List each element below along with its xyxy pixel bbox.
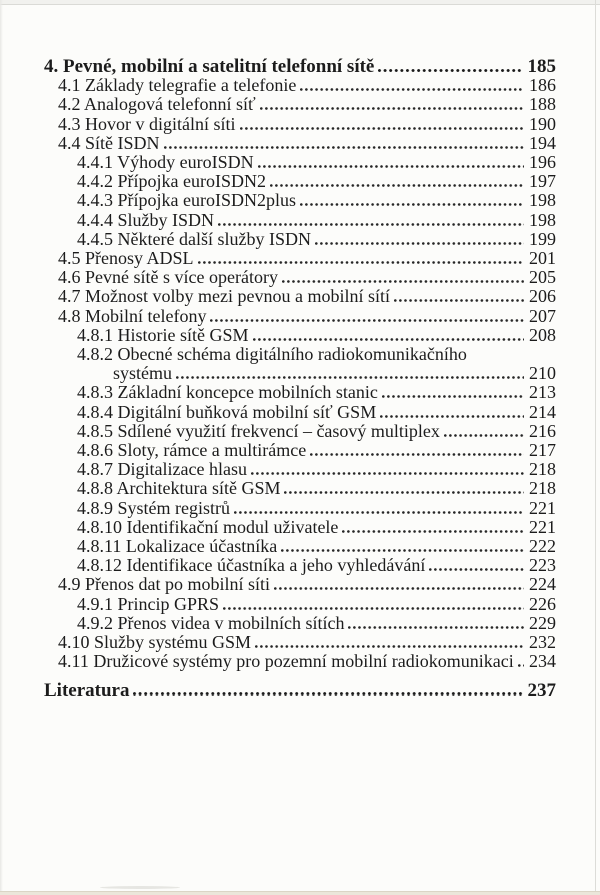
dot-leader [348,626,524,629]
scan-edge-top [0,0,600,5]
toc-page-number: 232 [529,632,556,653]
dot-leader [240,127,525,130]
dot-leader [378,69,522,72]
toc-page-number: 229 [529,612,556,633]
toc-entry [0,681,556,700]
toc-page-number: 237 [527,679,556,701]
toc-page-number: 205 [529,267,556,288]
table-of-contents [0,57,556,700]
toc-entry-label: 4.9 Přenos dat po mobilní síti [58,574,271,595]
toc-page-number: 198 [529,209,556,230]
toc-entry [0,134,556,153]
toc-page-number: 198 [529,190,556,211]
toc-entry-label: 4.8.8 Architektura sítě GSM [77,478,281,499]
toc-entry-label: 4.6 Pevné sítě s více operátory [58,267,278,288]
toc-page-number: 218 [529,459,556,480]
toc-entry [0,57,556,76]
dot-leader [300,203,524,206]
dot-leader [210,319,524,322]
scan-smudge [100,886,180,889]
toc-entry [0,479,556,498]
dot-leader [133,692,522,695]
toc-entry-label: 4.11 Družicové systémy pro pozemní mobilní radiokomunikaci [58,651,514,672]
dot-leader [258,165,524,168]
toc-entry-label: 4.8.7 Digitalizace hlasu [77,459,247,480]
toc-page-number: 201 [529,248,556,269]
toc-entry [0,403,556,422]
toc-page-number: 190 [529,113,556,134]
toc-entry-label: 4.10 Služby systému GSM [58,632,252,653]
toc-entry [0,595,556,614]
toc-entry [0,95,556,114]
toc-page-number: 213 [529,382,556,403]
toc-entry [0,556,556,575]
toc-entry [0,499,556,518]
toc-entry [0,211,556,230]
toc-entry [0,575,556,594]
toc-entry [0,268,556,287]
dot-leader [218,223,524,226]
toc-page-number: 221 [529,497,556,518]
toc-entry [0,345,556,364]
toc-entry-label: systému [113,363,173,384]
toc-page-number: 210 [529,363,556,384]
toc-entry-label: 4.4.3 Přípojka euroISDN2plus [77,190,296,211]
toc-page-number: 214 [529,401,556,422]
dot-leader [164,146,524,149]
toc-entry-label: 4.8.11 Lokalizace účastníka [77,536,278,557]
toc-page-number: 223 [529,555,556,576]
dot-leader [281,549,524,552]
dot-leader [284,491,524,494]
toc-entry [0,326,556,345]
dot-leader [260,107,524,110]
toc-entry-label: 4.4.2 Přípojka euroISDN2 [77,171,266,192]
dot-leader [270,184,524,187]
dot-leader [342,530,524,533]
toc-page-number: 188 [529,94,556,115]
toc-page-number: 218 [529,478,556,499]
toc-entry-label: 4.7 Možnost volby mezi pevnou a mobilní sítí [58,286,390,307]
toc-page-number: 224 [529,574,556,595]
toc-entry-label: 4.9.2 Přenos videa v mobilních sítích [77,612,345,633]
toc-entry [0,191,556,210]
dot-leader [310,453,524,456]
toc-entry [0,115,556,134]
dot-leader [429,568,524,571]
toc-entry [0,383,556,402]
toc-entry-label: 4.8.5 Sdílené využití frekvencí – časový multiplex [77,420,440,441]
toc-page-number: 221 [529,516,556,537]
toc-page-number: 226 [529,593,556,614]
toc-page-number: 234 [529,651,556,672]
toc-entry-label: 4.4.4 Služby ISDN [77,209,215,230]
toc-entry [0,364,556,383]
toc-page-number: 197 [529,171,556,192]
dot-leader [234,511,524,514]
toc-entry-label: 4.2 Analogová telefonní síť [58,94,256,115]
toc-page-number: 207 [529,305,556,326]
toc-entry-label: 4.8.6 Sloty, rámce a multirámce [77,440,307,461]
dot-leader [198,261,524,264]
scan-edge-right [595,0,596,895]
toc-entry [0,537,556,556]
dot-leader [444,434,524,437]
toc-entry [0,172,556,191]
toc-entry [0,153,556,172]
dot-leader [518,664,524,667]
dot-leader [251,472,524,475]
toc-page-number: 185 [527,56,556,77]
dot-leader [274,587,524,590]
toc-entry-label: 4.4 Sítě ISDN [58,132,160,153]
toc-entry-label: 4.8.1 Historie sítě GSM [77,324,249,345]
toc-page-number: 216 [529,420,556,441]
toc-entry-label: 4.8.10 Identifikační modul uživatele [77,516,339,537]
toc-entry-label: 4.8 Mobilní telefony [58,305,207,326]
toc-entry-label: 4.1 Základy telegrafie a telefonie [58,75,297,96]
toc-page-number: 186 [529,75,556,96]
toc-entry [0,460,556,479]
toc-entry-label: 4.8.3 Základní koncepce mobilních stanic [77,382,378,403]
toc-entry [0,287,556,306]
dot-leader [253,338,524,341]
toc-entry-label: 4.8.2 Obecné schéma digitálního radiokomunikačního [77,344,467,365]
dot-leader [300,88,524,91]
toc-entry [0,249,556,268]
toc-entry-label: Literatura [44,679,130,701]
dot-leader [394,299,524,302]
dot-leader [315,242,524,245]
toc-entry [0,633,556,652]
toc-entry-label: 4.9.1 Princip GPRS [77,593,220,614]
toc-entry-label: 4.3 Hovor v digitální síti [58,113,236,134]
toc-entry-label: 4.8.4 Digitální buňková mobilní síť GSM [77,401,377,422]
toc-page-number: 196 [529,152,556,173]
dot-leader [255,645,524,648]
toc-entry-label: 4.8.9 Systém registrů [77,497,230,518]
toc-entry [0,441,556,460]
toc-entry [0,518,556,537]
dot-leader [282,280,524,283]
toc-entry [0,76,556,95]
toc-page-number: 199 [529,228,556,249]
toc-entry-label: 4. Pevné, mobilní a satelitní telefonní sítě [44,56,375,77]
dot-leader [380,415,524,418]
toc-entry-label: 4.4.1 Výhody euroISDN [77,152,254,173]
toc-page-number: 208 [529,324,556,345]
toc-page-number: 206 [529,286,556,307]
dot-leader [176,376,524,379]
toc-entry [0,307,556,326]
scan-edge-bottom [0,891,600,895]
toc-entry [0,614,556,633]
toc-entry [0,422,556,441]
toc-entry-label: 4.5 Přenosy ADSL [58,248,194,269]
toc-entry [0,652,556,671]
dot-leader [223,607,524,610]
toc-entry [0,230,556,249]
toc-page-number: 222 [529,536,556,557]
toc-entry-label: 4.4.5 Některé další služby ISDN [77,228,311,249]
toc-page-number: 217 [529,440,556,461]
toc-entry-label: 4.8.12 Identifikace účastníka a jeho vyhledávání [77,555,426,576]
toc-page-number: 194 [529,132,556,153]
dot-leader [382,395,524,398]
